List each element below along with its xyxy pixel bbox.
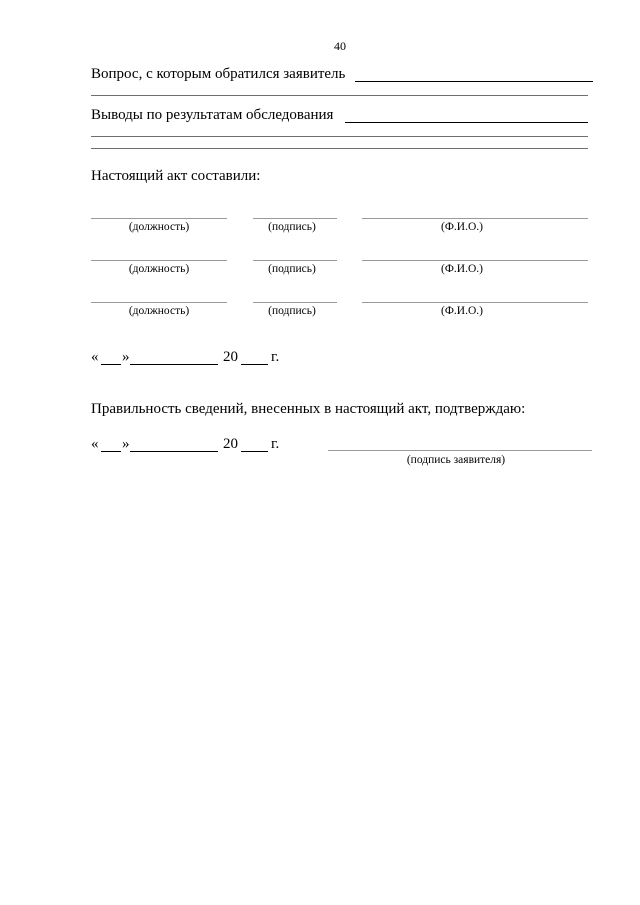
open-quote: « <box>91 349 99 365</box>
signatories-heading: Настоящий акт составили: <box>91 168 261 184</box>
position-caption-1: (должность) <box>128 221 190 233</box>
name-line-2[interactable] <box>362 260 588 261</box>
name-line-3[interactable] <box>362 302 588 303</box>
signature-caption-2: (подпись) <box>268 263 316 275</box>
name-caption-1: (Ф.И.О.) <box>441 221 483 233</box>
month-blank[interactable] <box>130 451 218 452</box>
page-number: 40 <box>334 39 346 53</box>
position-caption-3: (должность) <box>128 305 190 317</box>
conclusions-extra-line-1[interactable] <box>91 136 588 137</box>
question-fill-line[interactable] <box>355 81 593 82</box>
confirmation-text: Правильность сведений, внесенных в настоящий акт, подтверждаю: <box>91 401 526 417</box>
conclusions-label: Выводы по результатам обследования <box>91 107 334 123</box>
name-caption-3: (Ф.И.О.) <box>441 305 483 317</box>
day-blank[interactable] <box>101 364 121 365</box>
question-label: Вопрос, с которым обратился заявитель <box>91 66 346 82</box>
position-caption-2: (должность) <box>128 263 190 275</box>
year-blank[interactable] <box>241 364 268 365</box>
position-line-3[interactable] <box>91 302 227 303</box>
signature-line-1[interactable] <box>253 218 337 219</box>
signature-caption-3: (подпись) <box>268 305 316 317</box>
year-prefix: 20 <box>223 349 238 365</box>
month-blank[interactable] <box>130 364 218 365</box>
applicant-signature-caption: (подпись заявителя) <box>406 454 506 466</box>
year-suffix: г. <box>271 436 280 452</box>
conclusions-fill-line[interactable] <box>345 122 588 123</box>
position-line-1[interactable] <box>91 218 227 219</box>
name-caption-2: (Ф.И.О.) <box>441 263 483 275</box>
day-blank[interactable] <box>101 451 121 452</box>
conclusions-extra-line-2[interactable] <box>91 148 588 149</box>
applicant-signature-line[interactable] <box>328 450 592 451</box>
signature-line-3[interactable] <box>253 302 337 303</box>
close-quote: » <box>122 349 130 365</box>
year-prefix: 20 <box>223 436 238 452</box>
question-extra-line[interactable] <box>91 95 588 96</box>
year-blank[interactable] <box>241 451 268 452</box>
position-line-2[interactable] <box>91 260 227 261</box>
name-line-1[interactable] <box>362 218 588 219</box>
signature-caption-1: (подпись) <box>268 221 316 233</box>
year-suffix: г. <box>271 349 280 365</box>
open-quote: « <box>91 436 99 452</box>
signature-line-2[interactable] <box>253 260 337 261</box>
close-quote: » <box>122 436 130 452</box>
